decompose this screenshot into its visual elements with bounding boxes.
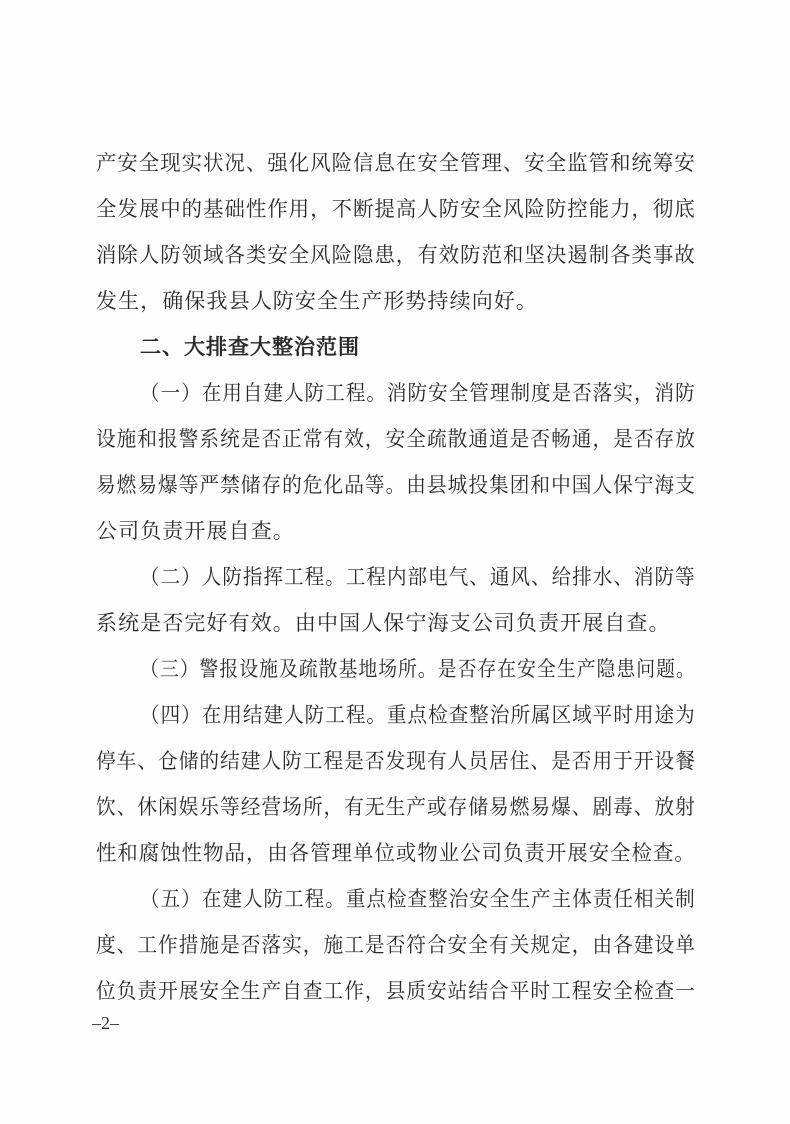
body-line: 易燃易爆等严禁储存的危化品等。由县城投集团和中国人保宁海支 — [96, 473, 696, 497]
body-line: （一）在用自建人防工程。消防安全管理制度是否落实，消防 — [140, 381, 696, 405]
body-line: 全发展中的基础性作用，不断提高人防安全风险防控能力，彻底 — [96, 197, 696, 221]
body-line: 产安全现实状况、强化风险信息在安全管理、安全监管和统筹安 — [96, 151, 696, 175]
body-line: （二）人防指挥工程。工程内部电气、通风、给排水、消防等 — [140, 565, 696, 589]
body-line: 度、工作措施是否落实，施工是否符合安全有关规定，由各建设单 — [96, 933, 696, 957]
body-line: （三）警报设施及疏散基地场所。是否存在安全生产隐患问题。 — [140, 657, 696, 681]
section-heading: 二、大排查大整治范围 — [140, 335, 360, 359]
body-line: 停车、仓储的结建人防工程是否发现有人员居住、是否用于开设餐 — [96, 749, 696, 773]
page-number: –2– — [92, 1013, 119, 1033]
body-line: 公司负责开展自查。 — [96, 519, 295, 543]
body-line: 饮、休闲娱乐等经营场所，有无生产或存储易燃易爆、剧毒、放射 — [96, 795, 696, 819]
body-line: （五）在建人防工程。重点检查整治安全生产主体责任相关制 — [140, 887, 696, 911]
body-line: 消除人防领域各类安全风险隐患，有效防范和坚决遏制各类事故 — [96, 243, 696, 267]
body-line: 性和腐蚀性物品，由各管理单位或物业公司负责开展安全检查。 — [96, 841, 696, 865]
body-line: 发生，确保我县人防安全生产形势持续向好。 — [96, 289, 538, 313]
body-line: 位负责开展安全生产自查工作，县质安站结合平时工程安全检查一 — [96, 979, 696, 1003]
body-line: 设施和报警系统是否正常有效，安全疏散通道是否畅通，是否存放 — [96, 427, 696, 451]
body-line: 系统是否完好有效。由中国人保宁海支公司负责开展自查。 — [96, 611, 671, 635]
body-line: （四）在用结建人防工程。重点检查整治所属区域平时用途为 — [140, 703, 696, 727]
